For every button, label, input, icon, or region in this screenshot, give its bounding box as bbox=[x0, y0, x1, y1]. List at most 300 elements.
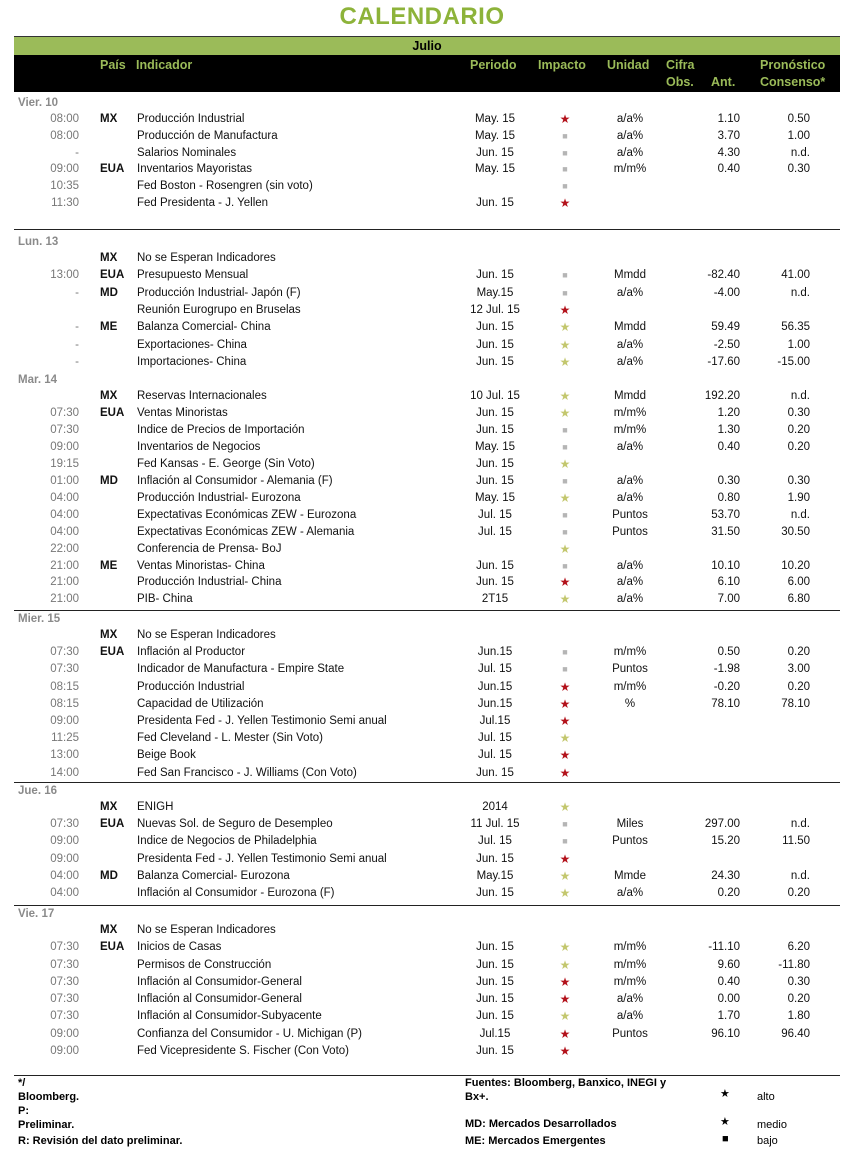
event-time: 07:30 bbox=[50, 646, 79, 659]
event-previous: 24.30 bbox=[711, 869, 740, 882]
event-previous: -0.20 bbox=[713, 680, 740, 693]
event-previous: -1.98 bbox=[713, 663, 740, 676]
event-time: 08:00 bbox=[50, 113, 79, 125]
star-yellow-icon: ★ bbox=[559, 886, 571, 900]
event-unit: Puntos bbox=[612, 663, 648, 676]
event-period: Jun. 15 bbox=[476, 1044, 514, 1057]
event-previous: 9.60 bbox=[717, 958, 740, 971]
square-grey-icon: ■ bbox=[562, 526, 568, 537]
table-row bbox=[0, 957, 844, 974]
star-red-icon: ★ bbox=[559, 679, 571, 694]
event-unit: a/a% bbox=[616, 887, 644, 899]
event-period: 2014 bbox=[482, 801, 508, 813]
event-forecast: 1.90 bbox=[787, 491, 810, 504]
event-unit: m/m% bbox=[613, 975, 647, 988]
event-time: 14:00 bbox=[50, 766, 79, 779]
event-unit: Puntos bbox=[612, 835, 648, 848]
event-indicator: Fed Presidenta - J. Yellen bbox=[137, 197, 269, 209]
event-country: MX bbox=[100, 252, 118, 264]
section-divider bbox=[14, 905, 840, 906]
event-country: EUA bbox=[100, 646, 125, 659]
event-period: 10 Jul. 15 bbox=[470, 390, 520, 402]
event-indicator: Ventas Minoristas bbox=[137, 406, 228, 419]
event-unit: a/a% bbox=[616, 129, 644, 142]
event-indicator: Reservas Internacionales bbox=[137, 390, 267, 402]
table-row bbox=[0, 422, 844, 439]
event-indicator: Inflación al Consumidor - Eurozona (F) bbox=[137, 887, 335, 899]
event-period: May. 15 bbox=[474, 113, 516, 125]
event-previous: 1.70 bbox=[717, 1010, 740, 1023]
table-row bbox=[0, 473, 844, 490]
star-yellow-icon: ★ bbox=[559, 1009, 571, 1024]
event-indicator: Producción Industrial- China bbox=[137, 576, 282, 589]
table-row bbox=[0, 591, 844, 608]
event-unit: a/a% bbox=[616, 440, 644, 453]
event-time: 09:00 bbox=[50, 1027, 79, 1040]
event-forecast: 6.20 bbox=[787, 941, 810, 954]
event-forecast: 0.20 bbox=[787, 423, 810, 436]
header-cifra: Cifra bbox=[666, 58, 695, 72]
event-period: Jul.15 bbox=[479, 1027, 511, 1040]
table-row bbox=[0, 922, 844, 939]
event-period: Jun. 15 bbox=[476, 1010, 514, 1023]
table-row bbox=[0, 145, 844, 162]
event-country: ME bbox=[100, 559, 118, 572]
legend-bajo: bajo bbox=[757, 1135, 778, 1147]
event-period: Jun. 15 bbox=[476, 559, 514, 572]
event-indicator: Expectativas Económicas ZEW - Eurozona bbox=[137, 508, 357, 521]
event-time: 09:00 bbox=[50, 163, 79, 176]
star-red-icon: ★ bbox=[559, 575, 571, 590]
event-indicator: Fed Vicepresidente S. Fischer (Con Voto) bbox=[137, 1044, 350, 1057]
event-time: - bbox=[75, 146, 79, 159]
star-yellow-icon: ★ bbox=[559, 456, 571, 471]
event-forecast: 41.00 bbox=[781, 269, 810, 282]
event-period: Jun. 15 bbox=[476, 269, 514, 282]
square-grey-icon: ■ bbox=[562, 560, 568, 571]
event-time: 04:00 bbox=[50, 887, 79, 899]
event-previous: 7.00 bbox=[717, 593, 740, 606]
event-forecast: 6.80 bbox=[787, 593, 810, 606]
event-time: 07:30 bbox=[50, 958, 79, 971]
event-unit: m/m% bbox=[613, 941, 647, 954]
event-country: MX bbox=[100, 629, 118, 641]
star-red-icon: ★ bbox=[559, 748, 571, 763]
event-previous: 6.10 bbox=[717, 576, 740, 589]
event-time: 08:15 bbox=[50, 680, 79, 693]
event-forecast: 78.10 bbox=[781, 697, 810, 710]
event-indicator: Producción Industrial bbox=[137, 113, 245, 125]
table-row bbox=[0, 627, 844, 644]
square-grey-icon: ■ bbox=[562, 270, 568, 281]
star-yellow-icon: ★ bbox=[559, 592, 571, 607]
event-indicator: Balanza Comercial- Eurozona bbox=[137, 869, 290, 882]
event-country: EUA bbox=[100, 941, 125, 954]
event-forecast: 0.30 bbox=[787, 163, 810, 176]
event-forecast: 11.50 bbox=[782, 835, 810, 848]
star-red-icon: ★ bbox=[559, 696, 571, 711]
event-period: 12 Jul. 15 bbox=[470, 303, 520, 316]
event-unit: Mmdd bbox=[614, 321, 646, 334]
event-forecast: 1.00 bbox=[787, 129, 810, 142]
event-forecast: 10.20 bbox=[781, 559, 810, 572]
event-country: MX bbox=[100, 390, 118, 402]
event-unit: a/a% bbox=[616, 491, 644, 504]
square-grey-icon: ■ bbox=[562, 647, 568, 658]
table-row bbox=[0, 354, 844, 371]
event-unit: Puntos bbox=[612, 1027, 648, 1040]
event-indicator: Presupuesto Mensual bbox=[137, 269, 249, 282]
table-row bbox=[0, 456, 844, 473]
event-indicator: Inflación al Consumidor-Subyacente bbox=[137, 1010, 322, 1023]
star-red-icon: ★ bbox=[559, 1043, 571, 1058]
event-indicator: Exportaciones- China bbox=[137, 338, 247, 351]
event-previous: 78.10 bbox=[711, 697, 740, 710]
event-indicator: Presidenta Fed - J. Yellen Testimonio Semi anual bbox=[137, 715, 387, 727]
square-grey-icon: ■ bbox=[562, 424, 568, 435]
table-row bbox=[0, 319, 844, 336]
event-country: MX bbox=[100, 113, 118, 125]
event-time: 04:00 bbox=[50, 491, 79, 504]
legend-star-red-icon: ★ bbox=[720, 1088, 730, 1100]
event-time: - bbox=[75, 338, 79, 351]
legend-square-grey-icon: ■ bbox=[722, 1133, 729, 1145]
event-time: 21:00 bbox=[50, 559, 79, 572]
event-unit: Mmde bbox=[614, 869, 646, 882]
table-row bbox=[0, 574, 844, 591]
event-time: 07:30 bbox=[50, 818, 79, 831]
table-row bbox=[0, 507, 844, 524]
event-previous: 15.20 bbox=[711, 835, 740, 848]
table-row bbox=[0, 974, 844, 991]
section-day-label: Vie. 17 bbox=[18, 908, 55, 920]
event-forecast: 1.00 bbox=[787, 338, 810, 351]
header-unidad: Unidad bbox=[607, 58, 650, 72]
event-forecast: 1.80 bbox=[787, 1010, 810, 1023]
event-period: Jun. 15 bbox=[476, 406, 514, 419]
event-time: 07:30 bbox=[50, 941, 79, 954]
event-previous: 53.70 bbox=[711, 508, 740, 521]
square-grey-icon: ■ bbox=[562, 836, 568, 847]
event-indicator: Fed San Francisco - J. Williams (Con Voto) bbox=[137, 766, 357, 779]
square-grey-icon: ■ bbox=[562, 664, 568, 675]
event-previous: 0.00 bbox=[717, 993, 740, 1005]
event-forecast: 6.00 bbox=[787, 576, 810, 589]
event-previous: 0.80 bbox=[717, 491, 740, 504]
star-yellow-icon: ★ bbox=[559, 337, 571, 352]
event-unit: a/a% bbox=[616, 113, 644, 125]
event-previous: 4.30 bbox=[717, 146, 740, 159]
footer-note-5: R: Revisión del dato preliminar. bbox=[18, 1135, 183, 1147]
event-time: 13:00 bbox=[50, 749, 79, 762]
event-indicator: Producción Industrial bbox=[137, 680, 245, 693]
legend-alto: alto bbox=[757, 1091, 775, 1103]
event-indicator: Inventarios de Negocios bbox=[137, 440, 261, 453]
event-period: Jun. 15 bbox=[476, 146, 514, 159]
event-time: 21:00 bbox=[50, 576, 79, 589]
table-row bbox=[0, 128, 844, 145]
event-previous: 0.40 bbox=[717, 440, 740, 453]
event-period: Jun. 15 bbox=[476, 993, 514, 1005]
event-time: 09:00 bbox=[50, 835, 79, 848]
table-row bbox=[0, 1026, 844, 1043]
header-obs: Obs. bbox=[666, 75, 694, 89]
star-red-icon: ★ bbox=[559, 974, 571, 989]
event-indicator: No se Esperan Indicadores bbox=[137, 924, 276, 936]
event-unit: Mmdd bbox=[614, 390, 646, 402]
footer-note-1: */ bbox=[18, 1077, 26, 1089]
star-yellow-icon: ★ bbox=[559, 868, 571, 883]
table-row bbox=[0, 679, 844, 696]
event-country: EUA bbox=[100, 269, 125, 282]
event-forecast: -11.80 bbox=[778, 958, 810, 971]
event-time: 07:30 bbox=[50, 423, 79, 436]
event-previous: -11.10 bbox=[708, 941, 740, 954]
event-unit: Mmdd bbox=[614, 269, 646, 282]
event-forecast: 0.20 bbox=[787, 646, 810, 659]
event-indicator: No se Esperan Indicadores bbox=[137, 629, 276, 641]
header-periodo: Periodo bbox=[470, 58, 517, 72]
event-period: Jun. 15 bbox=[476, 338, 514, 351]
table-row bbox=[0, 490, 844, 507]
event-time: 11:25 bbox=[51, 732, 79, 745]
event-period: May. 15 bbox=[474, 440, 516, 453]
event-period: Jun.15 bbox=[477, 697, 513, 710]
event-indicator: No se Esperan Indicadores bbox=[137, 252, 276, 264]
event-forecast: n.d. bbox=[790, 146, 810, 159]
star-red-icon: ★ bbox=[559, 196, 571, 210]
event-unit: m/m% bbox=[613, 423, 647, 436]
event-unit: Puntos bbox=[612, 525, 648, 538]
square-grey-icon: ■ bbox=[562, 287, 568, 298]
event-indicator: Reunión Eurogrupo en Bruselas bbox=[137, 303, 301, 316]
event-indicator: Indice de Precios de Importación bbox=[137, 423, 305, 436]
event-country: MX bbox=[100, 924, 118, 936]
event-previous: 96.10 bbox=[711, 1027, 740, 1040]
event-unit: Miles bbox=[616, 818, 644, 831]
square-grey-icon: ■ bbox=[562, 147, 568, 158]
event-time: 22:00 bbox=[50, 542, 79, 555]
event-previous: 0.30 bbox=[717, 474, 740, 487]
table-row bbox=[0, 302, 844, 319]
header-impacto: Impacto bbox=[538, 58, 586, 72]
event-time: 07:30 bbox=[50, 663, 79, 676]
event-country: MD bbox=[100, 286, 118, 299]
event-country: MX bbox=[100, 801, 118, 813]
event-indicator: Inflación al Productor bbox=[137, 646, 246, 659]
event-indicator: Inflación al Consumidor-General bbox=[137, 975, 302, 988]
legend-star-yellow-icon: ★ bbox=[720, 1116, 730, 1128]
event-period: Jun.15 bbox=[477, 680, 513, 693]
table-row bbox=[0, 388, 844, 405]
event-time: 01:00 bbox=[50, 474, 79, 487]
event-previous: 0.40 bbox=[717, 975, 740, 988]
table-row bbox=[0, 405, 844, 422]
legend-medio: medio bbox=[757, 1119, 787, 1131]
footer-note-4: Preliminar. bbox=[18, 1119, 75, 1131]
event-unit: a/a% bbox=[616, 146, 644, 159]
event-indicator: Indicador de Manufactura - Empire State bbox=[137, 663, 345, 676]
event-previous: -4.00 bbox=[713, 286, 740, 299]
event-period: Jun. 15 bbox=[476, 197, 514, 209]
event-time: 09:00 bbox=[50, 852, 79, 865]
event-time: - bbox=[75, 321, 79, 334]
event-indicator: Balanza Comercial- China bbox=[137, 321, 271, 334]
event-period: Jun. 15 bbox=[476, 423, 514, 436]
event-forecast: n.d. bbox=[790, 508, 810, 521]
star-red-icon: ★ bbox=[559, 1026, 571, 1041]
event-period: Jul. 15 bbox=[478, 749, 512, 762]
star-red-icon: ★ bbox=[559, 112, 571, 126]
event-previous: -2.50 bbox=[713, 338, 740, 351]
star-yellow-icon: ★ bbox=[559, 940, 571, 955]
event-period: Jun.15 bbox=[477, 646, 513, 659]
event-forecast: -15.00 bbox=[777, 355, 810, 368]
event-period: May. 15 bbox=[474, 129, 516, 142]
event-time: - bbox=[75, 355, 79, 368]
event-unit: m/m% bbox=[613, 680, 647, 693]
footer-me: ME: Mercados Emergentes bbox=[465, 1135, 606, 1147]
event-unit: a/a% bbox=[616, 1010, 644, 1023]
event-forecast: 0.30 bbox=[787, 406, 810, 419]
event-unit: Puntos bbox=[612, 508, 648, 521]
table-row bbox=[0, 765, 844, 782]
table-row bbox=[0, 713, 844, 730]
event-previous: 192.20 bbox=[704, 390, 740, 402]
table-row bbox=[0, 161, 844, 178]
event-indicator: Producción Industrial- Japón (F) bbox=[137, 286, 301, 299]
table-row bbox=[0, 524, 844, 541]
event-unit: a/a% bbox=[616, 474, 644, 487]
event-period: 11 Jul. 15 bbox=[470, 818, 520, 831]
event-period: Jun. 15 bbox=[476, 474, 514, 487]
event-forecast: 0.50 bbox=[787, 113, 810, 125]
event-time: - bbox=[75, 286, 79, 299]
event-time: 19:15 bbox=[50, 457, 79, 470]
event-time: 10:35 bbox=[50, 180, 79, 193]
event-forecast: 0.20 bbox=[787, 887, 810, 899]
event-time: 04:00 bbox=[50, 508, 79, 521]
event-unit: a/a% bbox=[616, 993, 644, 1005]
header-pronostico: Pronóstico bbox=[760, 58, 826, 72]
event-period: Jun. 15 bbox=[476, 958, 514, 971]
event-indicator: Fed Kansas - E. George (Sin Voto) bbox=[137, 457, 315, 470]
event-time: 08:15 bbox=[50, 697, 79, 710]
star-yellow-icon: ★ bbox=[559, 800, 571, 814]
event-indicator: Presidenta Fed - J. Yellen Testimonio Semi anual bbox=[137, 852, 387, 865]
event-indicator: Ventas Minoristas- China bbox=[137, 559, 265, 572]
event-indicator: Inflación al Consumidor-General bbox=[137, 993, 302, 1005]
table-row bbox=[0, 991, 844, 1008]
star-red-icon: ★ bbox=[559, 714, 571, 728]
event-period: Jun. 15 bbox=[476, 975, 514, 988]
table-row bbox=[0, 747, 844, 764]
event-forecast: n.d. bbox=[790, 286, 810, 299]
event-period: Jun. 15 bbox=[476, 576, 514, 589]
event-previous: 31.50 bbox=[711, 525, 740, 538]
star-red-icon: ★ bbox=[559, 851, 571, 866]
event-previous: 1.10 bbox=[717, 113, 740, 125]
event-forecast: 0.20 bbox=[787, 993, 810, 1005]
table-row bbox=[0, 799, 844, 816]
event-indicator: Producción Industrial- Eurozona bbox=[137, 491, 301, 504]
section-day-label: Jue. 16 bbox=[18, 785, 57, 797]
event-unit: a/a% bbox=[616, 286, 644, 299]
event-indicator: Expectativas Económicas ZEW - Alemania bbox=[137, 525, 355, 538]
event-time: 13:00 bbox=[50, 269, 79, 282]
event-indicator: Salarios Nominales bbox=[137, 146, 237, 159]
table-row bbox=[0, 730, 844, 747]
table-row bbox=[0, 696, 844, 713]
event-time: 09:00 bbox=[50, 440, 79, 453]
event-period: Jun. 15 bbox=[476, 355, 514, 368]
event-forecast: n.d. bbox=[790, 818, 810, 831]
table-row bbox=[0, 250, 844, 267]
event-country: EUA bbox=[100, 406, 125, 419]
table-row bbox=[0, 285, 844, 302]
event-indicator: Fed Boston - Rosengren (sin voto) bbox=[137, 180, 313, 193]
section-day-label: Mar. 14 bbox=[18, 374, 57, 386]
event-period: Jun. 15 bbox=[476, 887, 514, 899]
section-day-label: Mier. 15 bbox=[18, 613, 61, 625]
star-yellow-icon: ★ bbox=[559, 731, 571, 746]
header-consenso: Consenso* bbox=[760, 75, 826, 89]
header-ant: Ant. bbox=[711, 75, 736, 89]
section-divider bbox=[14, 229, 840, 230]
star-red-icon: ★ bbox=[559, 765, 571, 780]
event-indicator: Permisos de Construcción bbox=[137, 958, 272, 971]
footer-divider bbox=[14, 1075, 840, 1076]
event-indicator: Confianza del Consumidor - U. Michigan (P) bbox=[137, 1027, 362, 1040]
event-forecast: n.d. bbox=[790, 869, 810, 882]
event-indicator: Inventarios Mayoristas bbox=[137, 163, 253, 176]
page-title: CALENDARIO bbox=[339, 3, 505, 30]
section-divider bbox=[14, 782, 840, 783]
event-period: Jun. 15 bbox=[476, 766, 514, 779]
event-previous: 3.70 bbox=[717, 129, 740, 142]
table-row bbox=[0, 661, 844, 678]
event-period: May. 15 bbox=[474, 491, 516, 504]
event-forecast: 96.40 bbox=[781, 1027, 810, 1040]
event-indicator: Importaciones- China bbox=[137, 355, 247, 368]
event-time: 08:00 bbox=[50, 129, 79, 142]
table-row bbox=[0, 851, 844, 868]
star-yellow-icon: ★ bbox=[559, 389, 571, 403]
event-previous: -17.60 bbox=[707, 355, 740, 368]
table-row bbox=[0, 558, 844, 575]
event-unit: m/m% bbox=[613, 958, 647, 971]
event-indicator: Conferencia de Prensa- BoJ bbox=[137, 542, 282, 555]
event-period: Jun. 15 bbox=[476, 321, 514, 334]
event-forecast: 0.30 bbox=[787, 474, 810, 487]
event-time: 07:30 bbox=[50, 1010, 79, 1023]
event-period: Jun. 15 bbox=[476, 941, 514, 954]
star-red-icon: ★ bbox=[559, 302, 571, 317]
table-header bbox=[14, 55, 840, 92]
table-row bbox=[0, 178, 844, 195]
table-row bbox=[0, 1008, 844, 1025]
event-period: Jul.15 bbox=[479, 715, 511, 727]
table-row bbox=[0, 267, 844, 284]
star-yellow-icon: ★ bbox=[559, 320, 571, 335]
event-time: 04:00 bbox=[50, 525, 79, 538]
event-time: 09:00 bbox=[50, 715, 79, 727]
event-country: EUA bbox=[100, 163, 125, 176]
square-grey-icon: ■ bbox=[562, 509, 568, 520]
event-forecast: 56.35 bbox=[781, 321, 810, 334]
event-time: 09:00 bbox=[50, 1044, 79, 1057]
event-unit: m/m% bbox=[613, 163, 647, 176]
